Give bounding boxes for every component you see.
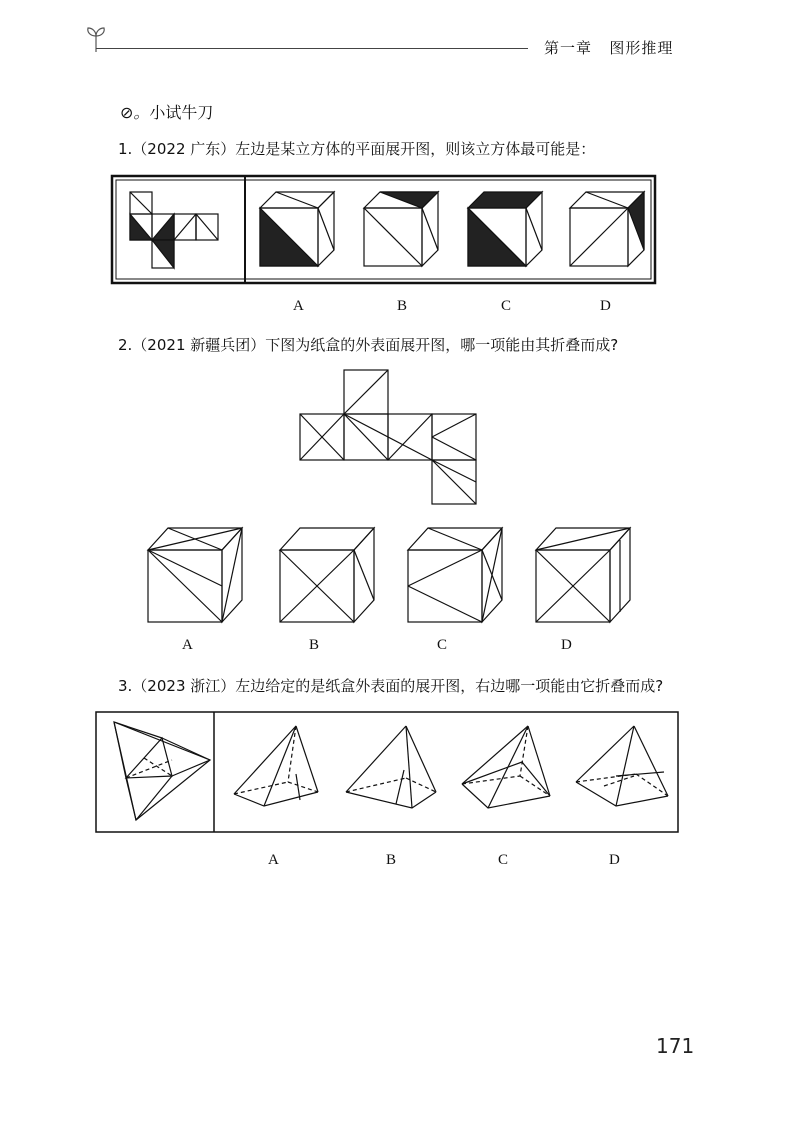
q1-option-a-cube bbox=[260, 192, 334, 266]
question-2-options bbox=[148, 528, 638, 624]
q2-option-b-label: B bbox=[309, 637, 320, 653]
q2-option-a-label: A bbox=[182, 637, 193, 653]
q1-option-a-label: A bbox=[293, 298, 304, 314]
section-title: 小试牛刀 bbox=[149, 103, 214, 122]
question-2-net bbox=[300, 370, 480, 506]
section-heading bbox=[120, 100, 213, 123]
q1-option-d-cube bbox=[570, 192, 644, 266]
q3-option-a-pyramid bbox=[234, 726, 318, 806]
q1-option-b-cube bbox=[364, 192, 438, 266]
q3-option-d-pyramid bbox=[576, 726, 668, 806]
q2-option-c-label: C bbox=[437, 637, 448, 653]
q2-option-b-cube bbox=[280, 528, 374, 622]
q1-option-c-label: C bbox=[501, 298, 512, 314]
q2-option-a-cube bbox=[148, 528, 242, 622]
chapter-topic: 图形推理 bbox=[609, 39, 674, 57]
page-number: 171 bbox=[656, 1034, 695, 1058]
q3-pyramid-net bbox=[114, 722, 210, 820]
q1-option-c-cube bbox=[468, 192, 542, 266]
question-1-text: 1.（2022 广东）左边是某立方体的平面展开图，则该立方体最可能是： bbox=[118, 140, 596, 158]
q3-option-a-label: A bbox=[268, 852, 279, 868]
q3-option-d-label: D bbox=[609, 852, 620, 868]
q1-option-d-label: D bbox=[600, 298, 611, 314]
header-rule bbox=[96, 48, 528, 49]
question-3-figure bbox=[96, 712, 680, 834]
sprout-icon bbox=[84, 22, 108, 54]
q2-option-d-cube bbox=[536, 528, 630, 622]
q1-cube-net bbox=[130, 192, 218, 268]
q3-option-b-label: B bbox=[386, 852, 397, 868]
section-mark-icon: ⊘。 bbox=[120, 103, 150, 122]
q1-option-b-label: B bbox=[397, 298, 408, 314]
q3-option-c-label: C bbox=[498, 852, 509, 868]
q2-option-c-cube bbox=[408, 528, 502, 622]
chapter-header bbox=[544, 37, 673, 58]
q3-option-c-pyramid bbox=[462, 726, 550, 808]
question-1-figure bbox=[112, 176, 656, 284]
question-2-text: 2.（2021 新疆兵团）下图为纸盒的外表面展开图，哪一项能由其折叠而成? bbox=[118, 336, 619, 354]
q2-option-d-label: D bbox=[561, 637, 572, 653]
question-3-text: 3.（2023 浙江）左边给定的是纸盒外表面的展开图，右边哪一项能由它折叠而成? bbox=[118, 677, 664, 695]
q3-option-b-pyramid bbox=[346, 726, 436, 808]
chapter-label: 第一章 bbox=[544, 39, 593, 57]
